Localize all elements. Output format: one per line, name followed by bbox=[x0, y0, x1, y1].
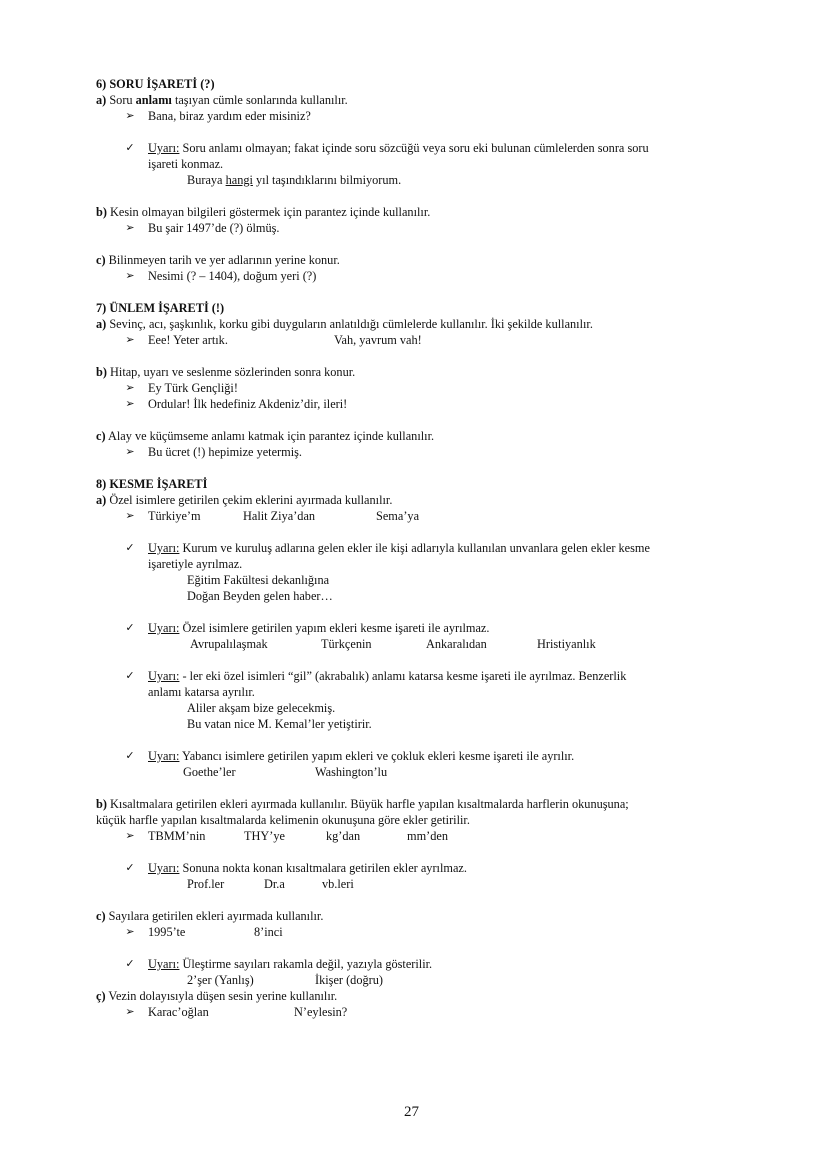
warning-note: Uyarı: Kurum ve kuruluş adlarına gelen ekler ile kişi adlarıyla kullanılan unvanlara gelen ekler kesme bbox=[148, 541, 650, 555]
section-7a-rule: a) Sevinç, acı, şaşkınlık, korku gibi duyguların anlatıldığı cümlelerde kullanılır. İki şekilde kullanılır. bbox=[96, 317, 593, 331]
example-item: mm’den bbox=[407, 829, 448, 843]
arrow-bullet-icon: ➢ bbox=[125, 269, 135, 282]
section-7-heading: 7) ÜNLEM İŞARETİ (!) bbox=[96, 301, 225, 315]
example-item: Türkçenin bbox=[321, 637, 372, 651]
check-icon: ✓ bbox=[125, 541, 135, 554]
arrow-bullet-icon: ➢ bbox=[125, 509, 135, 522]
example-line: Bu vatan nice M. Kemal’ler yetiştirir. bbox=[187, 717, 372, 731]
warning-note-cont: işareti konmaz. bbox=[148, 157, 224, 171]
section-8cc-rule: ç) Vezin dolayısıyla düşen sesin yerine kullanılır. bbox=[96, 989, 338, 1003]
example-item: Sema’ya bbox=[376, 509, 420, 523]
section-8-heading: 8) KESME İŞARETİ bbox=[96, 477, 208, 491]
example-item: 2’şer (Yanlış) bbox=[187, 973, 254, 987]
check-icon: ✓ bbox=[125, 861, 135, 874]
example-item: Karac’oğlan bbox=[148, 1005, 209, 1019]
section-7b-rule: b) Hitap, uyarı ve seslenme sözlerinden sonra konur. bbox=[96, 365, 356, 379]
section-6a-rule: a) Soru anlamı taşıyan cümle sonlarında kullanılır. bbox=[96, 93, 348, 107]
example-item: N’eylesin? bbox=[294, 1005, 348, 1019]
example-item: Avrupalılaşmak bbox=[190, 637, 268, 651]
example-item: THY’ye bbox=[244, 829, 285, 843]
warning-note-cont: anlamı katarsa ayrılır. bbox=[148, 685, 255, 699]
arrow-bullet-icon: ➢ bbox=[125, 397, 135, 410]
arrow-bullet-icon: ➢ bbox=[125, 1005, 135, 1018]
example-line: Buraya hangi yıl taşındıklarını bilmiyorum. bbox=[187, 173, 402, 187]
section-6c-rule: c) Bilinmeyen tarih ve yer adlarının yerine konur. bbox=[96, 253, 340, 267]
warning-note-cont: işaretiyle ayrılmaz. bbox=[148, 557, 243, 571]
warning-note: Uyarı: Yabancı isimlere getirilen yapım ekleri ve çokluk ekleri kesme işareti ile ayrılır. bbox=[148, 749, 575, 763]
example-item: İkişer (doğru) bbox=[315, 973, 383, 987]
section-8b-rule: b) Kısaltmalara getirilen ekleri ayırmada kullanılır. Büyük harfle yapılan kısaltmalarda harflerin okunuşuna; bbox=[96, 797, 629, 811]
example-line: Aliler akşam bize gelecekmiş. bbox=[187, 701, 336, 715]
example-line: Bana, biraz yardım eder misiniz? bbox=[148, 109, 311, 123]
arrow-bullet-icon: ➢ bbox=[125, 381, 135, 394]
warning-note: Uyarı: Sonuna nokta konan kısaltmalara getirilen ekler ayrılmaz. bbox=[148, 861, 467, 875]
example-item: kg’dan bbox=[326, 829, 361, 843]
example-item: TBMM’nin bbox=[148, 829, 206, 843]
example-item: Hristiyanlık bbox=[537, 637, 596, 651]
check-icon: ✓ bbox=[125, 957, 135, 970]
example-item: Washington’lu bbox=[315, 765, 388, 779]
arrow-bullet-icon: ➢ bbox=[125, 333, 135, 346]
section-6b-rule: b) Kesin olmayan bilgileri göstermek için parantez içinde kullanılır. bbox=[96, 205, 431, 219]
example-line: Eee! Yeter artık. bbox=[148, 333, 228, 347]
section-8c-rule: c) Sayılara getirilen ekleri ayırmada kullanılır. bbox=[96, 909, 324, 923]
arrow-bullet-icon: ➢ bbox=[125, 109, 135, 122]
example-item: Türkiye’m bbox=[148, 509, 201, 523]
warning-note: Uyarı: Soru anlamı olmayan; fakat içinde soru sözcüğü veya soru eki bulunan cümlelerden sonra soru bbox=[148, 141, 649, 155]
section-7c-rule: c) Alay ve küçümseme anlamı katmak için parantez içinde kullanılır. bbox=[96, 429, 435, 443]
example-line: Ordular! İlk hedefiniz Akdeniz’dir, ileri! bbox=[148, 397, 348, 411]
example-item: 8’inci bbox=[254, 925, 283, 939]
page-number: 27 bbox=[404, 1104, 419, 1120]
arrow-bullet-icon: ➢ bbox=[125, 445, 135, 458]
example-line: Eğitim Fakültesi dekanlığına bbox=[187, 573, 330, 587]
check-icon: ✓ bbox=[125, 749, 135, 762]
section-8a-rule: a) Özel isimlere getirilen çekim eklerini ayırmada kullanılır. bbox=[96, 493, 393, 507]
arrow-bullet-icon: ➢ bbox=[125, 829, 135, 842]
example-item: Halit Ziya’dan bbox=[243, 509, 316, 523]
example-item: Dr.a bbox=[264, 877, 285, 891]
example-line: Bu ücret (!) hepimize yetermiş. bbox=[148, 445, 302, 459]
warning-note: Uyarı: Üleştirme sayıları rakamla değil, yazıyla gösterilir. bbox=[148, 957, 433, 971]
example-line: Vah, yavrum vah! bbox=[334, 333, 422, 347]
check-icon: ✓ bbox=[125, 141, 135, 154]
example-item: Goethe’ler bbox=[183, 765, 236, 779]
arrow-bullet-icon: ➢ bbox=[125, 221, 135, 234]
check-icon: ✓ bbox=[125, 669, 135, 682]
example-item: 1995’te bbox=[148, 925, 186, 939]
example-item: Prof.ler bbox=[187, 877, 225, 891]
example-line: Bu şair 1497’de (?) ölmüş. bbox=[148, 221, 280, 235]
arrow-bullet-icon: ➢ bbox=[125, 925, 135, 938]
example-item: vb.leri bbox=[322, 877, 354, 891]
example-line: Ey Türk Gençliği! bbox=[148, 381, 238, 395]
example-item: Ankaralıdan bbox=[426, 637, 487, 651]
example-line: Doğan Beyden gelen haber… bbox=[187, 589, 333, 603]
section-8b-rule-cont: küçük harfle yapılan kısaltmalarda kelimenin okunuşuna göre ekler getirilir. bbox=[96, 813, 470, 827]
warning-note: Uyarı: Özel isimlere getirilen yapım ekleri kesme işareti ile ayrılmaz. bbox=[148, 621, 490, 635]
section-6-heading: 6) SORU İŞARETİ (?) bbox=[96, 77, 215, 91]
warning-note: Uyarı: - ler eki özel isimleri “gil” (akrabalık) anlamı katarsa kesme işareti ile ayrılmaz. Benzerlik bbox=[148, 669, 627, 683]
check-icon: ✓ bbox=[125, 621, 135, 634]
example-line: Nesimi (? – 1404), doğum yeri (?) bbox=[148, 269, 317, 283]
